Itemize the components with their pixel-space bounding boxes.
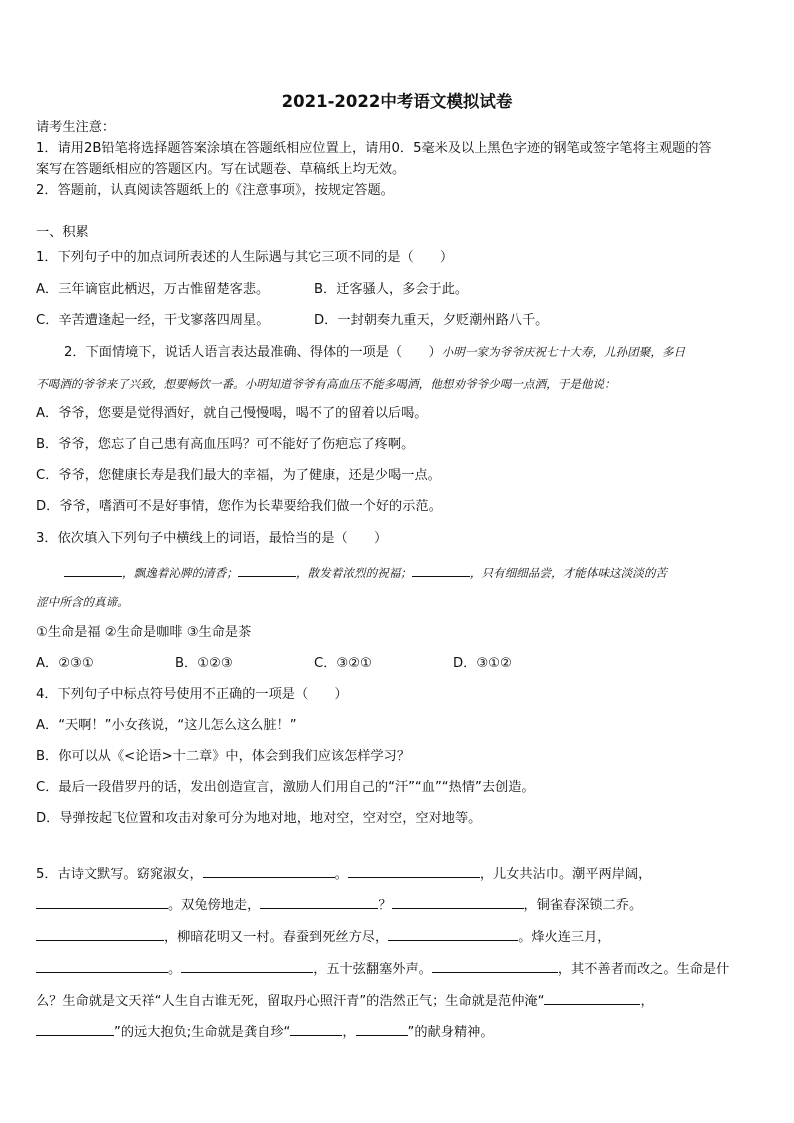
q4-option-c: C．最后一段借罗丹的话，发出创造宣言，激励人们用自己的“汗”“血”“热情”去创造。 (36, 780, 535, 795)
notice-line-1b: 案写在答题纸相应的答题区内。写在试题卷、草稿纸上均无效。 (36, 162, 406, 177)
page-title: 2021-2022中考语文模拟试卷 (281, 92, 513, 111)
q2-option-a: A．爷爷，您要是觉得酒好，就自己慢慢喝，喝不了的留着以后喝。 (36, 406, 428, 421)
q3-part-2: ，散发着浓烈的祝福； (295, 566, 412, 580)
q2-context-1: 小明一家为爷爷庆祝七十大寿，儿孙团聚，多日 (441, 345, 686, 359)
q5-line-4 (36, 958, 729, 979)
q5-text-6a: ”的远大抱负;生命就是龚自珍“ (114, 1025, 291, 1040)
q5-blank (36, 958, 168, 973)
q4-option-a: A．“天啊！”小女孩说，“这儿怎么这么脏！” (36, 718, 297, 733)
q5-text-3a: ，柳暗花明又一村。春蚕到死丝方尽， (164, 930, 389, 945)
q3-blank-1 (64, 562, 122, 577)
q5-text-2a: 。双兔傍地走， (168, 898, 261, 913)
q5-text-4a: 。 (168, 962, 182, 977)
q3-stem: 3．依次填入下列句子中横线上的词语，最恰当的是（ ） (36, 531, 388, 546)
q3-option-b: B．①②③ (175, 656, 233, 671)
q5-blank (356, 1021, 408, 1036)
q5-blank (388, 926, 518, 941)
q3-blank-2 (238, 562, 296, 577)
q2-option-c: C．爷爷，您健康长寿是我们最大的幸福，为了健康，还是少喝一点。 (36, 468, 441, 483)
q4-option-b: B．你可以从《<论语>十二章》中，体会到我们应该怎样学习？ (36, 749, 411, 764)
q5-blank (181, 958, 313, 973)
q4-stem: 4．下列句子中标点符号使用不正确的一项是（ ） (36, 687, 348, 702)
q1-option-d: D．一封朝奏九重天，夕贬潮州路八千。 (314, 313, 549, 328)
q5-text-2b: ？ (378, 898, 392, 913)
q1-stem: 1．下列句子中的加点词所表述的人生际遇与其它三项不同的是（ ） (36, 250, 454, 265)
q4-option-d: D．导弹按起飞位置和攻击对象可分为地对地，地对空，空对空，空对地等。 (36, 811, 482, 826)
q3-blank-3 (412, 562, 470, 577)
q5-text-1a: 5．古诗文默写。窈窕淑女， (36, 867, 203, 882)
q3-part-1: ，飘逸着沁脾的清香； (122, 566, 238, 580)
q5-blank (348, 863, 480, 878)
q3-context-2: 涩中所含的真谛。 (36, 595, 129, 609)
q5-blank (36, 926, 164, 941)
q2-stem: 2．下面情境下，说话人语言表达最准确、得体的一项是（ ） (64, 345, 442, 360)
q2-option-b: B．爷爷，您忘了自己患有高血压吗？可不能好了伤疤忘了疼啊。 (36, 437, 415, 452)
q5-line-1 (36, 863, 651, 884)
q5-blank (36, 894, 168, 909)
q2-option-d: D．爷爷，嗜酒可不是好事情，您作为长辈要给我们做一个好的示范。 (36, 499, 442, 514)
section-heading: 一、积累 (36, 225, 89, 240)
q5-line-5 (36, 990, 654, 1011)
q3-context-line-1 (64, 562, 667, 582)
q5-text-4c: ，其不善者而改之。生命是什 (557, 962, 730, 977)
q5-blank (36, 1021, 114, 1036)
q5-text-1b: 。 (334, 867, 348, 882)
q5-blank (544, 990, 640, 1005)
q5-text-6c: ”的献身精神。 (407, 1025, 494, 1040)
notice-line-1a: 1．请用2B铅笔将选择题答案涂填在答题纸相应位置上，请用0．5毫米及以上黑色字迹的钢笔或签字笔将主观题的答 (36, 141, 712, 156)
q5-blank (260, 894, 378, 909)
q3-choices: ①生命是福 ②生命是咖啡 ③生命是茶 (36, 625, 252, 640)
q5-blank (203, 863, 335, 878)
q3-option-c: C．③②① (314, 656, 372, 671)
q5-line-6 (36, 1021, 494, 1042)
q3-option-d: D．③①② (453, 656, 512, 671)
q2-context-2: 不喝酒的爷爷来了兴致，想要畅饮一番。小明知道爷爷有高血压不能多喝酒，他想劝爷爷少喝一点酒，于是他说： (36, 377, 616, 391)
q5-text-6b: ， (342, 1025, 356, 1040)
q5-text-5b: ， (640, 994, 654, 1009)
q5-blank (290, 1021, 342, 1036)
q3-option-a: A．②③① (36, 656, 94, 671)
q5-text-1c: ，儿女共沾巾。潮平两岸阔， (479, 867, 652, 882)
q5-text-5a: 么？生命就是文天祥“人生自古谁无死，留取丹心照汗青”的浩然正气；生命就是范仲淹“ (36, 994, 545, 1009)
q1-option-b: B．迁客骚人，多会于此。 (314, 282, 469, 297)
q5-text-4b: ，五十弦翻塞外声。 (313, 962, 432, 977)
q3-part-3: ，只有细细品尝，才能体味这淡淡的苦 (469, 566, 668, 580)
q5-text-3b: 。烽火连三月， (518, 930, 611, 945)
q5-text-2c: ，铜雀春深锁二乔。 (523, 898, 643, 913)
q1-option-c: C．辛苦遭逢起一经，干戈寥落四周星。 (36, 313, 270, 328)
q5-line-2 (36, 894, 642, 915)
notice-line-2: 2．答题前，认真阅读答题纸上的《注意事项》，按规定答题。 (36, 183, 394, 198)
q1-option-a: A．三年谪宦此栖迟，万古惟留楚客悲。 (36, 282, 270, 297)
q5-line-3 (36, 926, 611, 947)
notice-heading: 请考生注意： (36, 120, 116, 135)
q5-blank (432, 958, 558, 973)
q2-stem-line (64, 343, 685, 362)
q5-blank (392, 894, 524, 909)
